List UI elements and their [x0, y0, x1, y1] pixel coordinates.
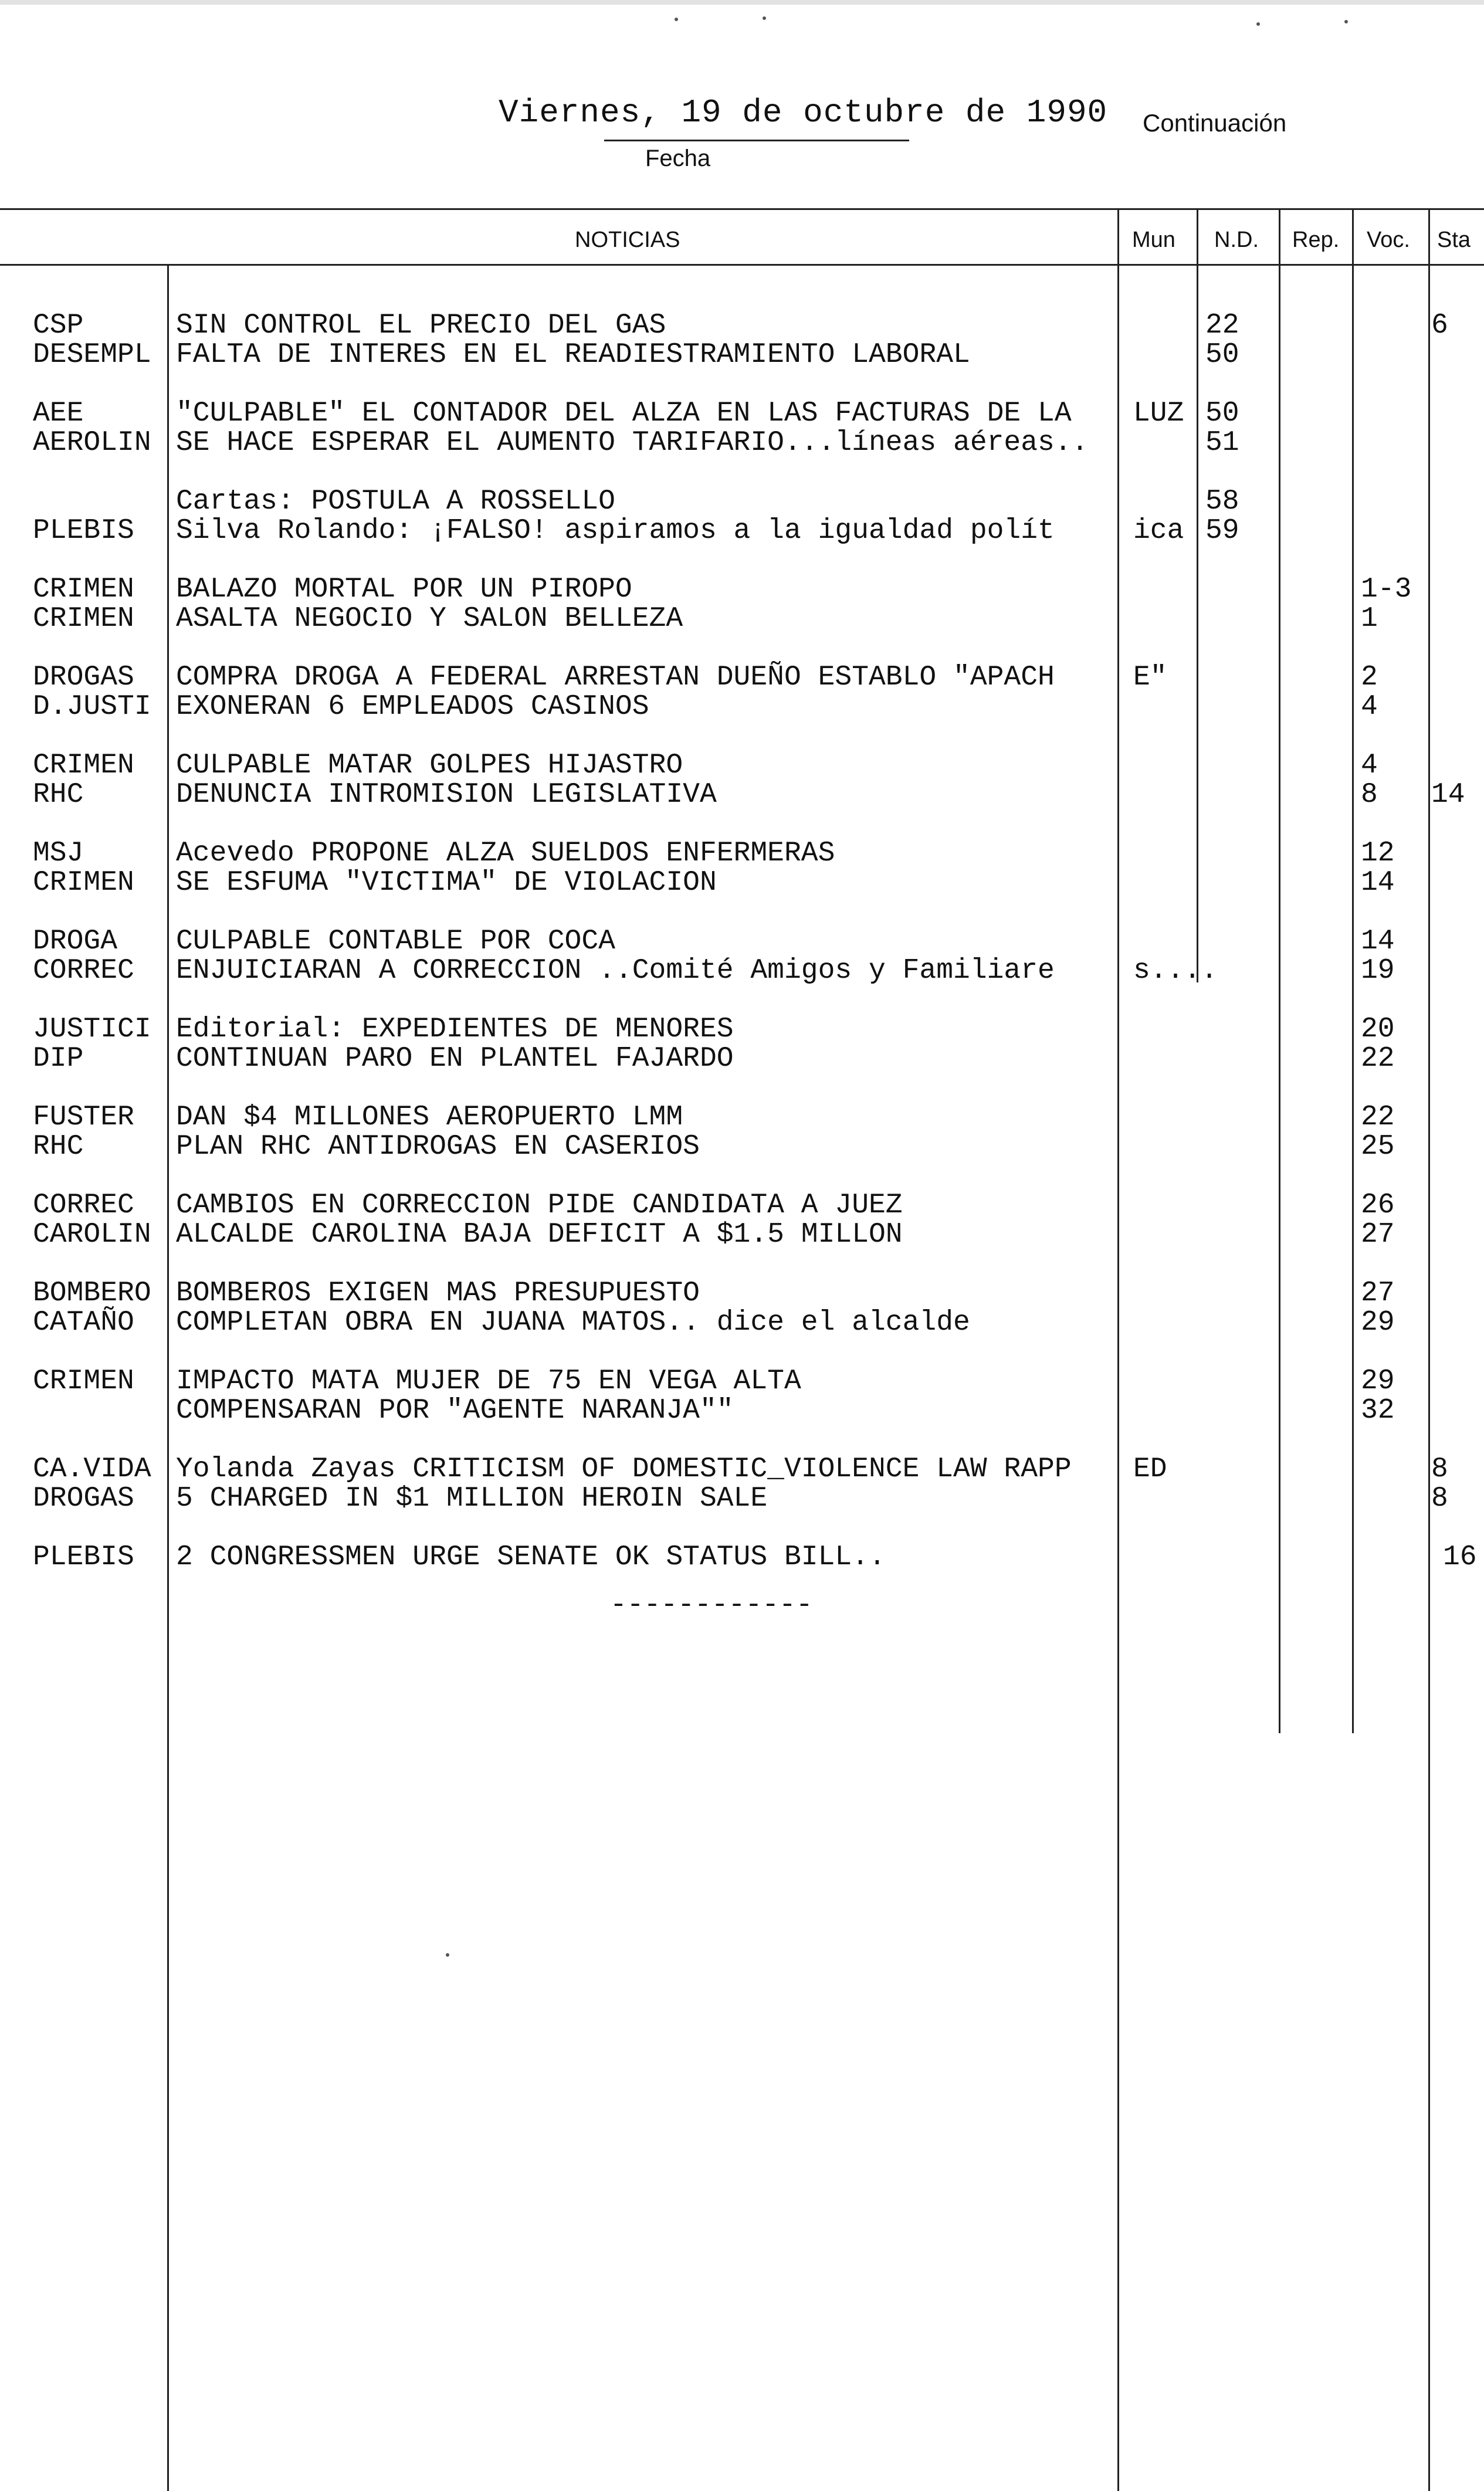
scan-edge: [0, 0, 1484, 5]
row-headline: ASALTA NEGOCIO Y SALON BELLEZA: [176, 603, 683, 635]
row-voc-page: 19: [1361, 955, 1395, 987]
row-headline: COMPRA DROGA A FEDERAL ARRESTAN DUEÑO ESTABLO "APACH: [176, 662, 1055, 693]
row-section: DROGA: [33, 926, 118, 957]
row-nd-page: 50: [1205, 339, 1239, 371]
row-headline: BALAZO MORTAL POR UN PIROPO: [176, 574, 632, 605]
row-sta-page: 6: [1431, 310, 1448, 341]
column-header-noticias: NOTICIAS: [575, 228, 680, 252]
scan-speck: [446, 1953, 449, 1957]
row-voc-page: 4: [1361, 691, 1378, 723]
row-section: PLEBIS: [33, 1541, 134, 1573]
row-mun-overflow: ica: [1133, 515, 1184, 547]
row-headline: SE ESFUMA "VICTIMA" DE VIOLACION: [176, 867, 717, 899]
table-top-rule: [0, 208, 1484, 210]
row-section: FUSTER: [33, 1102, 134, 1133]
row-section: DROGAS: [33, 1483, 134, 1514]
scan-speck: [1256, 22, 1260, 26]
row-headline: EXONERAN 6 EMPLEADOS CASINOS: [176, 691, 649, 723]
row-headline: PLAN RHC ANTIDROGAS EN CASERIOS: [176, 1131, 700, 1163]
row-section: CRIMEN: [33, 603, 134, 635]
row-headline: FALTA DE INTERES EN EL READIESTRAMIENTO LABORAL: [176, 339, 970, 371]
row-nd-page: 51: [1205, 427, 1239, 459]
row-section: CRIMEN: [33, 574, 134, 605]
row-section: PLEBIS: [33, 515, 134, 547]
row-headline: CULPABLE MATAR GOLPES HIJASTRO: [176, 750, 683, 781]
row-sta-page: 8: [1431, 1483, 1448, 1514]
column-divider-section: [167, 264, 169, 2491]
row-headline: DAN $4 MILLONES AEROPUERTO LMM: [176, 1102, 683, 1133]
row-mun-overflow: ED: [1133, 1453, 1167, 1485]
column-header-mun: Mun: [1132, 228, 1175, 252]
row-mun-overflow: E": [1133, 662, 1167, 693]
row-sta-page: 14: [1431, 779, 1465, 811]
date-caption: Fecha: [645, 145, 711, 171]
row-section: CAROLIN: [33, 1219, 151, 1250]
row-voc-page: 27: [1361, 1219, 1395, 1250]
row-voc-page: 4: [1361, 750, 1378, 781]
row-section: AEROLIN: [33, 427, 151, 459]
row-mun-overflow: LUZ: [1133, 398, 1184, 429]
row-headline: CULPABLE CONTABLE POR COCA: [176, 926, 615, 957]
row-voc-page: 2: [1361, 662, 1378, 693]
row-nd-page: 50: [1205, 398, 1239, 429]
row-section: CRIMEN: [33, 867, 134, 899]
row-sta-page: 8: [1431, 1453, 1448, 1485]
column-divider-rep: [1279, 208, 1280, 1733]
row-headline: BOMBEROS EXIGEN MAS PRESUPUESTO: [176, 1277, 700, 1309]
table-header-rule: [0, 264, 1484, 266]
row-section: CRIMEN: [33, 1365, 134, 1397]
row-voc-page: 1: [1361, 603, 1378, 635]
row-voc-page: 14: [1361, 926, 1395, 957]
column-divider-nd: [1197, 208, 1198, 982]
row-section: AEE: [33, 398, 84, 429]
column-divider-sta: [1428, 208, 1430, 2491]
row-voc-page: 22: [1361, 1043, 1395, 1075]
row-headline: COMPENSARAN POR "AGENTE NARANJA"": [176, 1395, 734, 1426]
row-nd-page: 58: [1205, 486, 1239, 517]
row-section: DESEMPL: [33, 339, 151, 371]
column-header-sta: Sta: [1437, 228, 1471, 252]
row-headline: IMPACTO MATA MUJER DE 75 EN VEGA ALTA: [176, 1365, 801, 1397]
row-section: MSJ: [33, 838, 84, 869]
row-section: D.JUSTI: [33, 691, 151, 723]
row-headline: DENUNCIA INTROMISION LEGISLATIVA: [176, 779, 717, 811]
row-headline: Cartas: POSTULA A ROSSELLO: [176, 486, 615, 517]
row-headline: "CULPABLE" EL CONTADOR DEL ALZA EN LAS FACTURAS DE LA: [176, 398, 1072, 429]
row-section: JUSTICI: [33, 1014, 151, 1045]
column-divider-voc: [1352, 208, 1354, 1733]
row-voc-page: 12: [1361, 838, 1395, 869]
row-headline: SIN CONTROL EL PRECIO DEL GAS: [176, 310, 666, 341]
row-voc-page: 29: [1361, 1307, 1395, 1338]
scan-speck: [763, 16, 766, 20]
column-header-voc: Voc.: [1367, 228, 1410, 252]
row-section: CRIMEN: [33, 750, 134, 781]
row-voc-page: 32: [1361, 1395, 1395, 1426]
row-voc-page: 27: [1361, 1277, 1395, 1309]
date-underline: [604, 140, 909, 141]
row-headline: Editorial: EXPEDIENTES DE MENORES: [176, 1014, 734, 1045]
row-mun-overflow: s....: [1133, 955, 1218, 987]
row-headline: ENJUICIARAN A CORRECCION ..Comité Amigos y Familiare: [176, 955, 1055, 987]
row-section: CORREC: [33, 1189, 134, 1221]
row-voc-page: 25: [1361, 1131, 1395, 1163]
row-section: CORREC: [33, 955, 134, 987]
row-headline: CAMBIOS EN CORRECCION PIDE CANDIDATA A JUEZ: [176, 1189, 903, 1221]
row-headline: Silva Rolando: ¡FALSO! aspiramos a la igualdad polít: [176, 515, 1055, 547]
row-voc-page: 8: [1361, 779, 1378, 811]
row-headline: 2 CONGRESSMEN URGE SENATE OK STATUS BILL..: [176, 1541, 886, 1573]
continuation-label: Continuación: [1143, 109, 1287, 137]
column-header-nd: N.D.: [1214, 228, 1259, 252]
row-section: RHC: [33, 1131, 84, 1163]
row-sta-page: 16: [1443, 1541, 1477, 1573]
row-section: DROGAS: [33, 662, 134, 693]
row-voc-page: 29: [1361, 1365, 1395, 1397]
row-headline: COMPLETAN OBRA EN JUANA MATOS.. dice el alcalde: [176, 1307, 970, 1338]
row-headline: ALCALDE CAROLINA BAJA DEFICIT A $1.5 MILLON: [176, 1219, 903, 1250]
column-divider-mun: [1117, 208, 1119, 2491]
row-voc-page: 1-3: [1361, 574, 1412, 605]
row-nd-page: 22: [1205, 310, 1239, 341]
column-header-rep: Rep.: [1292, 228, 1340, 252]
row-voc-page: 26: [1361, 1189, 1395, 1221]
page-date: Viernes, 19 de octubre de 1990: [499, 94, 1108, 131]
row-section: CATAÑO: [33, 1307, 134, 1338]
row-voc-page: 14: [1361, 867, 1395, 899]
row-headline: Yolanda Zayas CRITICISM OF DOMESTIC_VIOLENCE LAW RAPP: [176, 1453, 1072, 1485]
row-section: CA.VIDA: [33, 1453, 151, 1485]
row-headline: 5 CHARGED IN $1 MILLION HEROIN SALE: [176, 1483, 768, 1514]
row-voc-page: 20: [1361, 1014, 1395, 1045]
row-voc-page: 22: [1361, 1102, 1395, 1133]
scan-speck: [675, 18, 678, 21]
row-section: CSP: [33, 310, 84, 341]
scan-speck: [1344, 20, 1348, 23]
row-section: RHC: [33, 779, 84, 811]
row-headline: SE HACE ESPERAR EL AUMENTO TARIFARIO...líneas aéreas..: [176, 427, 1089, 459]
row-section: BOMBERO: [33, 1277, 151, 1309]
row-headline: CONTINUAN PARO EN PLANTEL FAJARDO: [176, 1043, 734, 1075]
row-nd-page: 59: [1205, 515, 1239, 547]
end-separator: ------------: [610, 1590, 813, 1621]
row-headline: Acevedo PROPONE ALZA SUELDOS ENFERMERAS: [176, 838, 835, 869]
row-section: DIP: [33, 1043, 84, 1075]
